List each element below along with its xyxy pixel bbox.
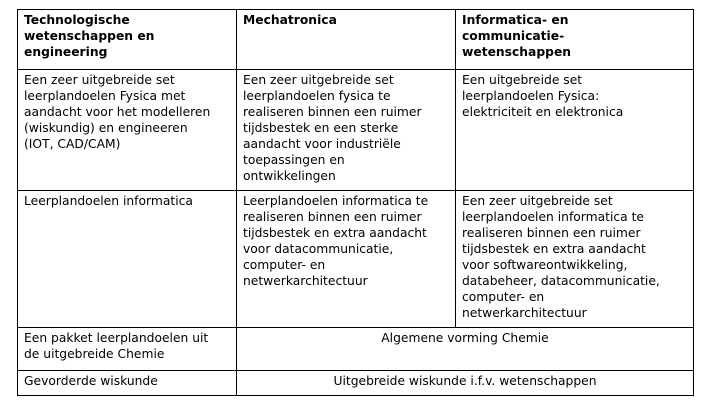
cell-informatica-informatica: Een zeer uitgebreide set leerplandoelen informatica te realiseren binnen een ruimer tijdsbestek en extra aandacht voor softwareontwikkeling, databeheer, datacommunicatie, computer- en netwerkarchitectuur <box>456 191 694 328</box>
cell-fysica-technologische: Een zeer uitgebreide set leerplandoelen Fysica met aandacht voor het modelleren (wiskundig) en engineeren (IOT, CAD/CAM) <box>18 70 237 191</box>
header-technologische-wetenschappen: Technologische wetenschappen en engineering <box>18 10 237 70</box>
cell-informatica-technologische: Leerplandoelen informatica <box>18 191 237 328</box>
header-informatica-communicatie: Informatica- en communicatie- wetenschappen <box>456 10 694 70</box>
cell-wiskunde-technologische: Gevorderde wiskunde <box>18 371 237 396</box>
cell-chemie-merged: Algemene vorming Chemie <box>237 328 694 371</box>
cell-wiskunde-merged: Uitgebreide wiskunde i.f.v. wetenschappen <box>237 371 694 396</box>
row-chemie <box>18 328 694 371</box>
comparison-table <box>17 9 694 396</box>
row-wiskunde <box>18 371 694 396</box>
header-row <box>18 10 694 70</box>
cell-informatica-mechatronica: Leerplandoelen informatica te realiseren binnen een ruimer tijdsbestek en extra aandacht voor datacommunicatie, computer- en netwerkarchitectuur <box>237 191 456 328</box>
cell-chemie-technologische: Een pakket leerplandoelen uit de uitgebreide Chemie <box>18 328 237 371</box>
cell-fysica-informatica: Een uitgebreide set leerplandoelen Fysica: elektriciteit en elektronica <box>456 70 694 191</box>
header-mechatronica: Mechatronica <box>237 10 456 70</box>
row-fysica <box>18 70 694 191</box>
row-informatica <box>18 191 694 328</box>
cell-fysica-mechatronica: Een zeer uitgebreide set leerplandoelen fysica te realiseren binnen een ruimer tijdsbestek en een sterke aandacht voor industriële toepassingen en ontwikkelingen <box>237 70 456 191</box>
